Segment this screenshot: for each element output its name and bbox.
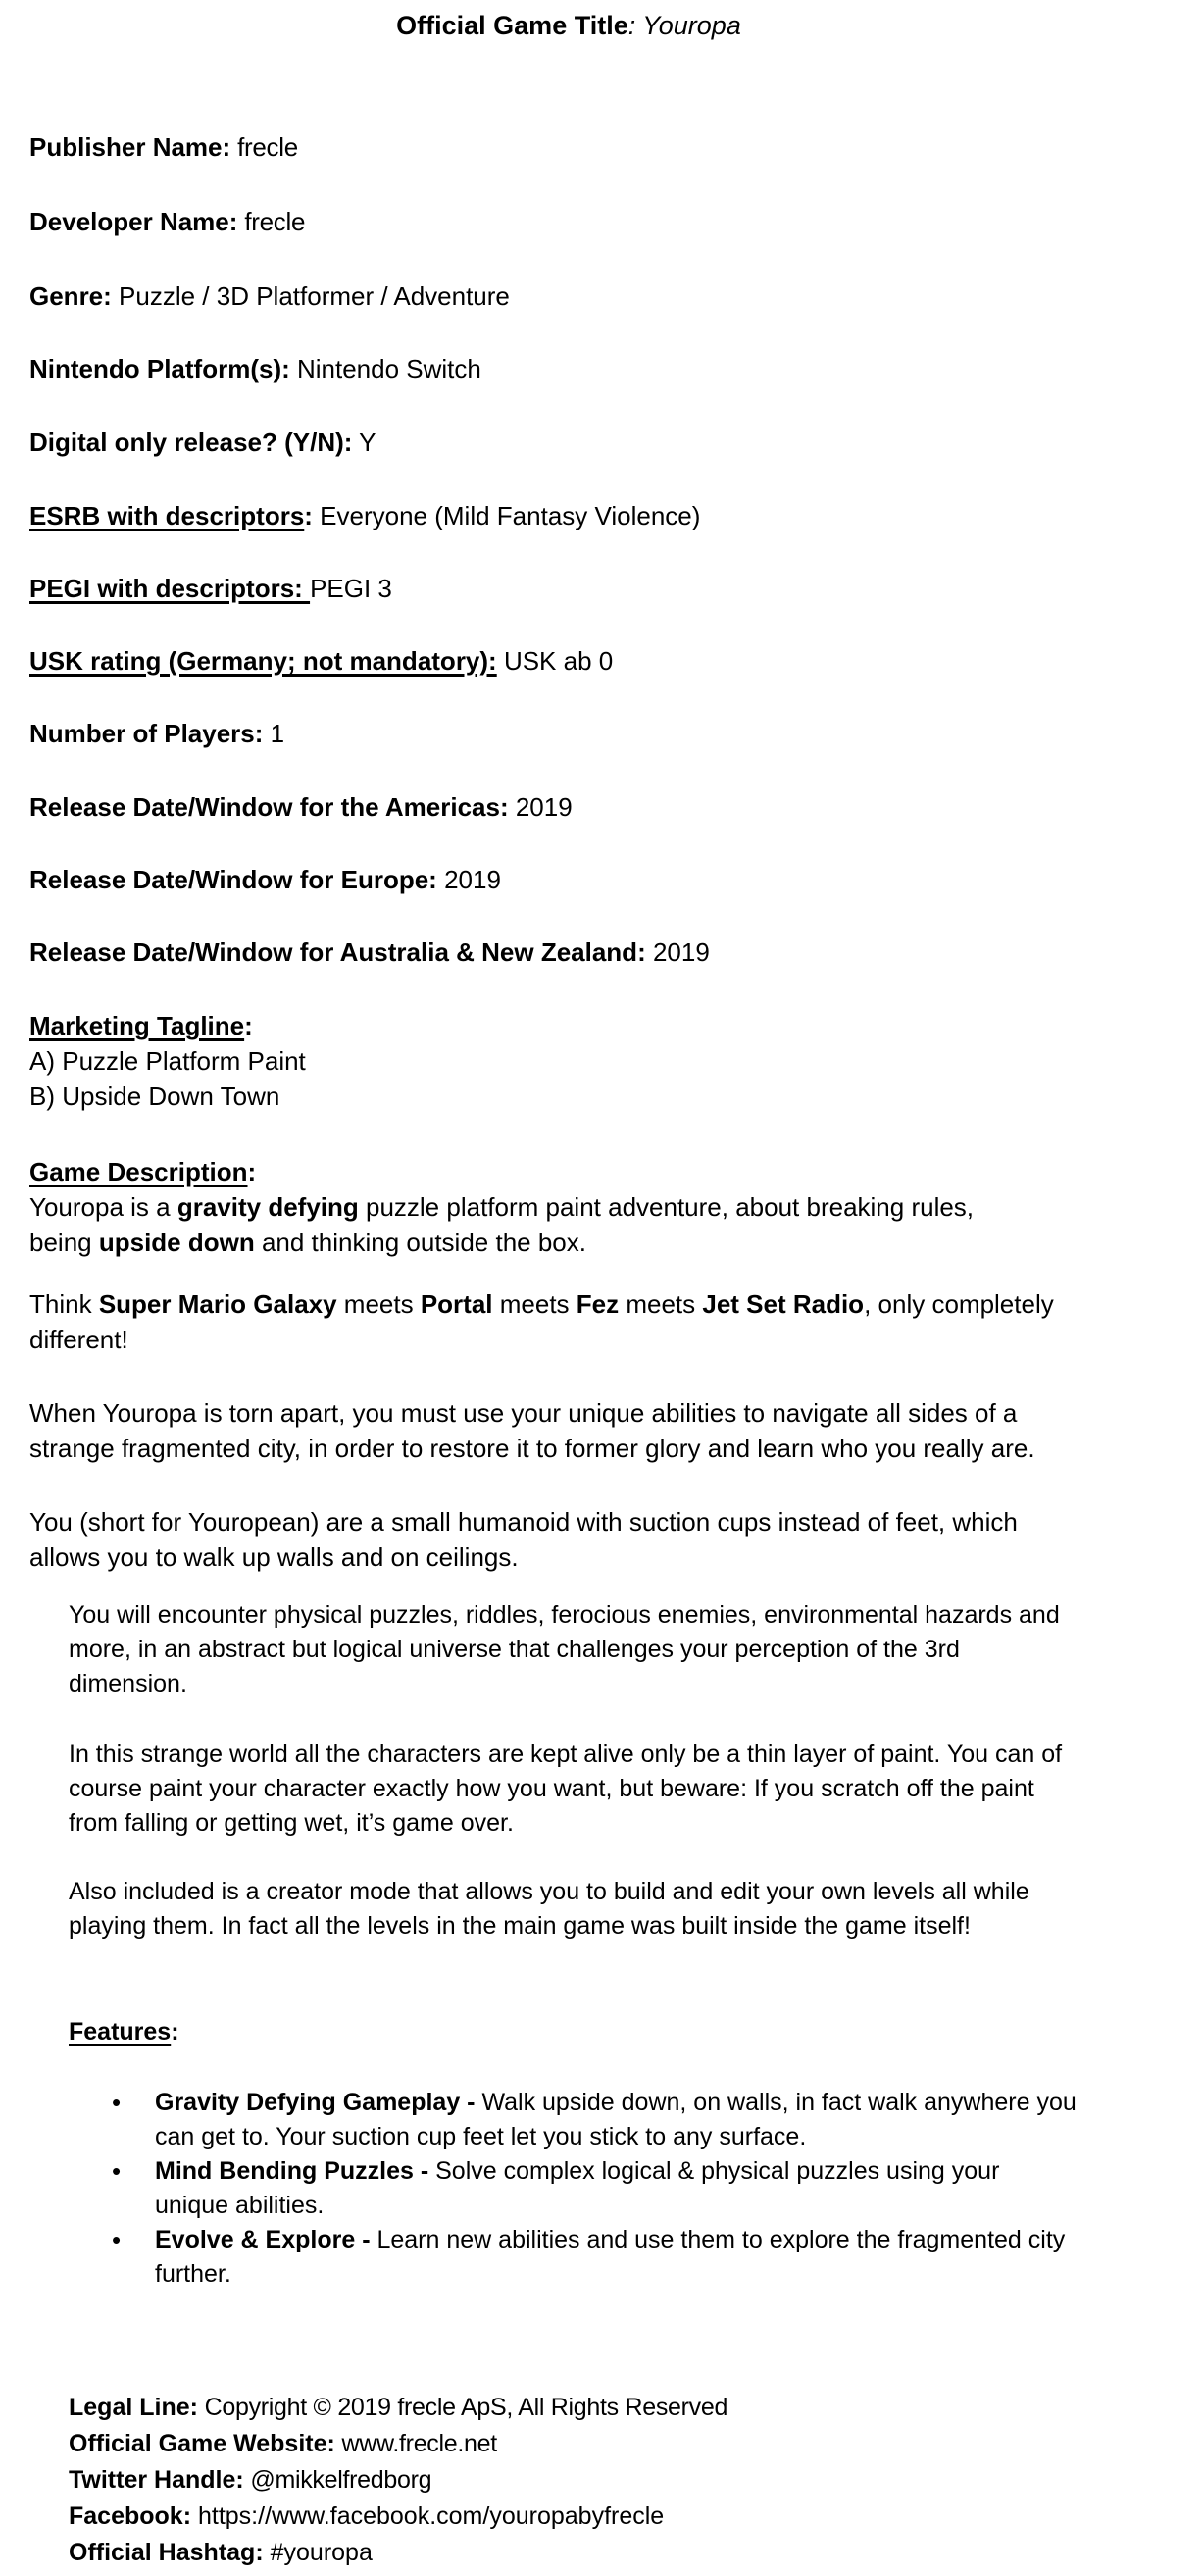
genre-field [29, 278, 510, 314]
feature-item: • Gravity Defying Gameplay - Walk upside down, on walls, in fact walk anywhere you can get to. Your suction cup feet let you stick to any surface. [112, 2088, 1077, 2150]
features-heading: Features: [69, 2018, 179, 2046]
description-paragraph-3: When Youropa is torn apart, you must use your unique abilities to navigate all sides of a strange fragmented city, in order to restore it to former glory and learn who you really are. [29, 1398, 1035, 1463]
usk-value: USK ab 0 [496, 646, 614, 676]
players-field [29, 716, 284, 751]
tagline-item: A) Puzzle Platform Paint [29, 1046, 306, 1076]
description-paragraph-4: You (short for Youropean) are a small humanoid with suction cups instead of feet, which allows you to walk up walls and on ceilings. [29, 1507, 1018, 1572]
release-americas-label: Release Date/Window for the Americas: [29, 792, 509, 822]
feature-title: Evolve & Explore - [155, 2226, 377, 2253]
game-description-heading: Game Description: [29, 1157, 257, 1187]
website-label: Official Game Website: [69, 2430, 335, 2457]
description-paragraph-7: Also included is a creator mode that allows you to build and edit your own levels all while playing them. In fact all the levels in the main game was built inside the game itself! [69, 1878, 1029, 1940]
hashtag-value: #youropa [263, 2539, 373, 2566]
marketing-tagline-section [29, 1008, 1167, 1114]
platforms-label: Nintendo Platform(s): [29, 354, 290, 383]
legal-label: Legal Line: [69, 2394, 198, 2421]
genre-value: Puzzle / 3D Platformer / Adventure [111, 281, 510, 311]
feature-title: Gravity Defying Gameplay - [155, 2089, 482, 2116]
developer-value: frecle [237, 207, 306, 236]
usk-field [29, 643, 613, 679]
release-europe-value: 2019 [436, 865, 501, 894]
platforms-field [29, 351, 481, 386]
esrb-field [29, 498, 700, 533]
facebook-label: Facebook: [69, 2502, 192, 2530]
legal-line [69, 2390, 1147, 2426]
digital-only-field [29, 425, 376, 460]
developer-label: Developer Name: [29, 207, 238, 236]
digital-only-value: Y [352, 428, 376, 457]
facebook-link[interactable]: https://www.facebook.com/youropabyfrecle [191, 2502, 665, 2530]
release-anz-label: Release Date/Window for Australia & New Zealand: [29, 937, 646, 967]
footer-contact-info [69, 2390, 1147, 2571]
title-separator: : [627, 11, 643, 40]
description-paragraph-1: Youropa is a gravity defying puzzle platform paint adventure, about breaking rules, being upside down and thinking outside the box. [29, 1192, 975, 1257]
bullet-icon: • [112, 2088, 122, 2117]
publisher-label: Publisher Name: [29, 132, 231, 162]
publisher-field [29, 129, 298, 165]
official-game-title [0, 8, 1137, 43]
developer-field [29, 204, 305, 239]
title-value: Youropa [642, 11, 741, 40]
twitter-label: Twitter Handle: [69, 2466, 244, 2494]
release-anz-value: 2019 [645, 937, 710, 967]
usk-label: USK rating (Germany; not mandatory): [29, 646, 497, 676]
title-label: Official Game Title [396, 11, 628, 40]
esrb-colon: : [304, 501, 313, 530]
digital-only-label: Digital only release? (Y/N): [29, 428, 353, 457]
esrb-value: Everyone (Mild Fantasy Violence) [312, 501, 701, 530]
pegi-value: PEGI 3 [310, 574, 392, 603]
release-americas-value: 2019 [508, 792, 573, 822]
description-paragraph-2: Think Super Mario Galaxy meets Portal meets Fez meets Jet Set Radio, only completely different! [29, 1289, 1054, 1354]
feature-item: • Mind Bending Puzzles - Solve complex logical & physical puzzles using your unique abilities. [112, 2156, 1000, 2219]
bullet-icon: • [112, 2225, 122, 2254]
release-americas-field [29, 789, 573, 825]
esrb-label: ESRB with descriptors [29, 501, 305, 530]
website-link[interactable]: www.frecle.net [334, 2430, 497, 2457]
hashtag-line [69, 2535, 1147, 2571]
bullet-icon: • [112, 2156, 122, 2186]
feature-item: • Evolve & Explore - Learn new abilities and use them to explore the fragmented city further. [112, 2225, 1066, 2288]
tagline-item: B) Upside Down Town [29, 1082, 280, 1111]
marketing-tagline-heading: Marketing Tagline: [29, 1011, 253, 1040]
game-description-section [29, 1154, 1167, 1260]
facebook-line [69, 2499, 1147, 2535]
publisher-value: frecle [230, 132, 298, 162]
release-anz-field [29, 934, 710, 970]
hashtag-label: Official Hashtag: [69, 2539, 264, 2566]
description-paragraph-6: In this strange world all the characters are kept alive only be a thin layer of paint. You can of course paint your character exactly how you want, but beware: If you scratch off the paint from falling or getting wet, it’s game over. [69, 1741, 1063, 1837]
platforms-value: Nintendo Switch [289, 354, 481, 383]
twitter-handle-link[interactable]: @mikkelfredborg [243, 2466, 432, 2494]
players-label: Number of Players: [29, 719, 264, 748]
release-europe-label: Release Date/Window for Europe: [29, 865, 437, 894]
website-line [69, 2426, 1147, 2462]
players-value: 1 [263, 719, 285, 748]
feature-title: Mind Bending Puzzles - [155, 2157, 436, 2185]
pegi-label: PEGI with descriptors: [29, 574, 311, 603]
release-europe-field [29, 862, 501, 897]
features-list [69, 2086, 1167, 2292]
twitter-line [69, 2462, 1147, 2499]
legal-value: Copyright © 2019 frecle ApS, All Rights Reserved [197, 2394, 728, 2421]
genre-label: Genre: [29, 281, 112, 311]
description-paragraph-5: You will encounter physical puzzles, riddles, ferocious enemies, environmental hazards and more, in an abstract but logical universe that challenges your perception of the 3rd dimension. [69, 1601, 1060, 1697]
pegi-field [29, 571, 392, 606]
